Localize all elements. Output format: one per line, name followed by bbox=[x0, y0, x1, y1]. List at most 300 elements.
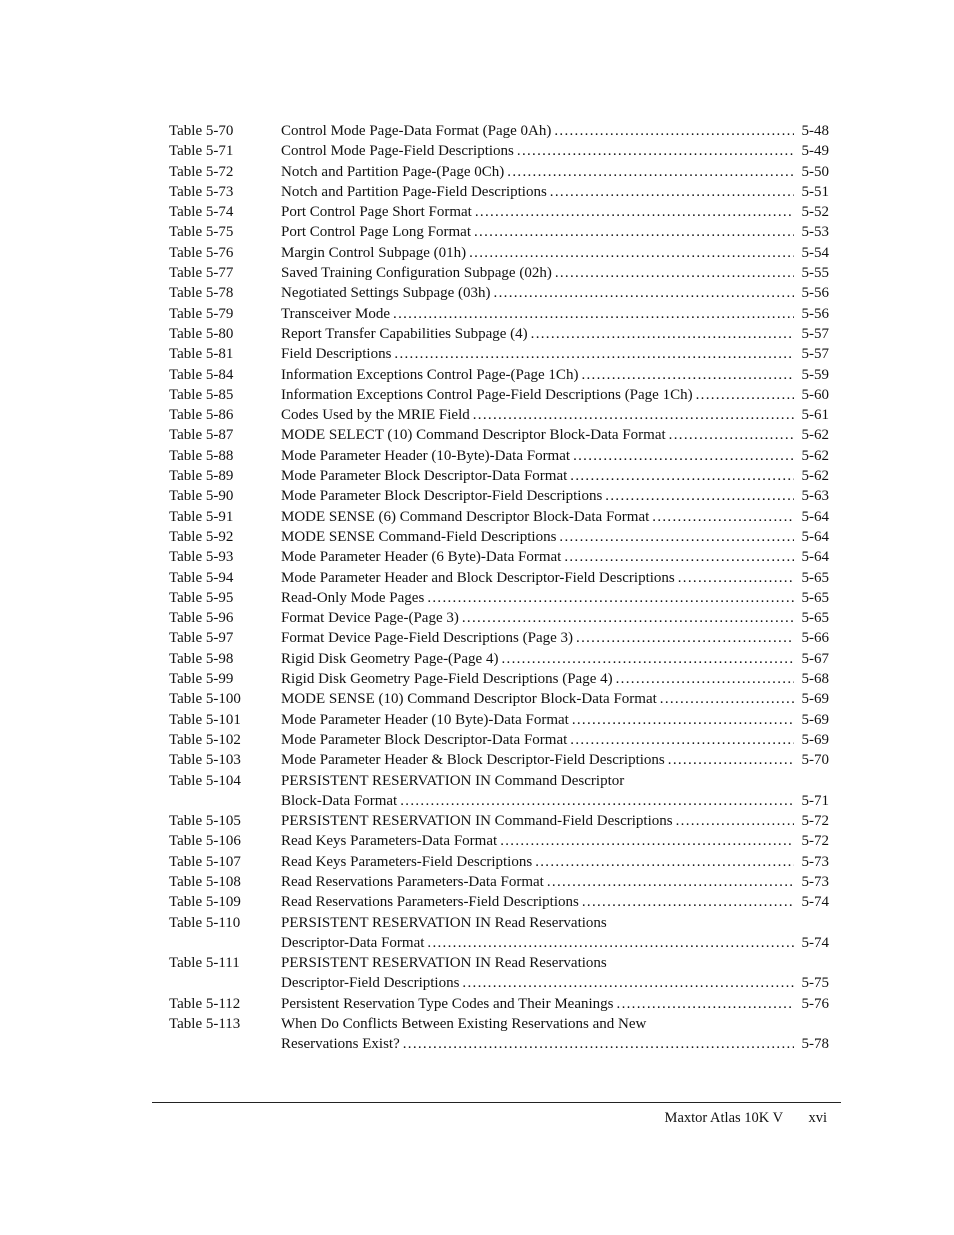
toc-entry-title-first-line: When Do Conflicts Between Existing Reservations and New bbox=[281, 1016, 647, 1033]
toc-entry-page-number: 5-63 bbox=[801, 488, 829, 505]
toc-entry[interactable] bbox=[169, 730, 829, 750]
toc-entry-page-number: 5-62 bbox=[801, 447, 829, 464]
dot-leader bbox=[474, 222, 794, 242]
toc-entry-body bbox=[281, 304, 829, 324]
toc-entry-title: Mode Parameter Block Descriptor-Field Descriptions bbox=[281, 488, 603, 505]
footer-page-number: xvi bbox=[808, 1110, 827, 1126]
toc-entry-page-number: 5-65 bbox=[801, 589, 829, 606]
toc-entry[interactable] bbox=[169, 994, 829, 1014]
toc-entry-page-number: 5-74 bbox=[801, 894, 829, 911]
toc-entry-page-number: 5-70 bbox=[801, 752, 829, 769]
toc-entry-page-number: 5-59 bbox=[801, 366, 829, 383]
toc-entry-body bbox=[281, 750, 829, 770]
toc-entry-page-number: 5-56 bbox=[801, 285, 829, 302]
toc-entry-label: Table 5-84 bbox=[169, 366, 234, 383]
toc-entry-body bbox=[281, 466, 829, 486]
toc-entry-title: Port Control Page Long Format bbox=[281, 224, 471, 241]
toc-entry-title: Negotiated Settings Subpage (03h) bbox=[281, 285, 491, 302]
dot-leader bbox=[547, 872, 794, 892]
toc-entry-page-number: 5-49 bbox=[801, 143, 829, 160]
dot-leader bbox=[462, 608, 794, 628]
toc-entry-leader-line bbox=[281, 385, 829, 405]
toc-entry[interactable] bbox=[169, 831, 829, 851]
toc-entry-label: Table 5-100 bbox=[169, 691, 241, 708]
toc-entry-label: Table 5-98 bbox=[169, 650, 234, 667]
dot-leader bbox=[554, 121, 794, 141]
dot-leader bbox=[581, 365, 794, 385]
toc-entry[interactable] bbox=[169, 486, 829, 506]
dot-leader bbox=[555, 263, 794, 283]
dot-leader bbox=[517, 141, 794, 161]
toc-entry-body bbox=[281, 141, 829, 161]
toc-entry-title: Control Mode Page-Field Descriptions bbox=[281, 143, 514, 160]
toc-entry-leader-line bbox=[281, 669, 829, 689]
toc-entry-label: Table 5-77 bbox=[169, 265, 234, 282]
toc-entry-body bbox=[281, 121, 829, 141]
toc-entry-body bbox=[281, 527, 829, 547]
toc-entry-page-number: 5-73 bbox=[801, 853, 829, 870]
dot-leader bbox=[570, 466, 794, 486]
toc-entry-label: Table 5-71 bbox=[169, 143, 234, 160]
toc-entry-leader-line bbox=[281, 263, 829, 283]
dot-leader bbox=[676, 811, 794, 831]
toc-entry-body bbox=[281, 710, 829, 730]
toc-entry-label: Table 5-87 bbox=[169, 427, 234, 444]
toc-entry-body bbox=[281, 872, 829, 892]
toc-entry[interactable] bbox=[169, 771, 829, 812]
toc-entry-leader-line bbox=[281, 222, 829, 242]
toc-entry[interactable] bbox=[169, 649, 829, 669]
toc-entry-page-number: 5-68 bbox=[801, 671, 829, 688]
dot-leader bbox=[531, 324, 794, 344]
toc-entry-leader-line bbox=[281, 507, 829, 527]
toc-entry-title: MODE SELECT (10) Command Descriptor Block-Data Format bbox=[281, 427, 666, 444]
toc-entry-title: Transceiver Mode bbox=[281, 305, 391, 322]
toc-entry-body bbox=[281, 547, 829, 567]
toc-entry-title-first-line: PERSISTENT RESERVATION IN Read Reservations bbox=[281, 955, 607, 972]
toc-entry-body bbox=[281, 852, 829, 872]
dot-leader bbox=[403, 1034, 794, 1054]
toc-entry-body bbox=[281, 588, 829, 608]
toc-entry[interactable] bbox=[169, 243, 829, 263]
toc-entry-body bbox=[281, 446, 829, 466]
toc-entry-label: Table 5-101 bbox=[169, 711, 241, 728]
toc-entry-leader-line bbox=[281, 141, 829, 161]
toc-entry-title: Rigid Disk Geometry Page-(Page 4) bbox=[281, 650, 499, 667]
toc-entry-label: Table 5-97 bbox=[169, 630, 234, 647]
toc-entry-title: Descriptor-Data Format bbox=[281, 934, 425, 951]
dot-leader bbox=[668, 750, 794, 770]
toc-entry-label: Table 5-95 bbox=[169, 589, 234, 606]
toc-entry-page-number: 5-57 bbox=[801, 325, 829, 342]
toc-entry-body bbox=[281, 811, 829, 831]
toc-entry-title: Notch and Partition Page-(Page 0Ch) bbox=[281, 163, 505, 180]
toc-entry-page-number: 5-53 bbox=[801, 224, 829, 241]
toc-entry[interactable] bbox=[169, 892, 829, 912]
toc-entry-page-number: 5-60 bbox=[801, 386, 829, 403]
toc-entry[interactable] bbox=[169, 568, 829, 588]
toc-entry-leader-line bbox=[281, 973, 829, 993]
toc-entry-page-number: 5-61 bbox=[801, 407, 829, 424]
toc-entry-body bbox=[281, 385, 829, 405]
toc-entry-title: Mode Parameter Header (10 Byte)-Data Format bbox=[281, 711, 569, 728]
dot-leader bbox=[605, 486, 794, 506]
footer-rule bbox=[152, 1102, 841, 1103]
toc-entry-page-number: 5-69 bbox=[801, 731, 829, 748]
toc-entry-page-number: 5-72 bbox=[801, 813, 829, 830]
toc-entry-body bbox=[281, 568, 829, 588]
toc-entry-leader-line bbox=[281, 649, 829, 669]
dot-leader bbox=[652, 507, 794, 527]
toc-entry-label: Table 5-110 bbox=[169, 914, 241, 931]
toc-entry[interactable] bbox=[169, 953, 829, 994]
toc-entry-page-number: 5-54 bbox=[801, 244, 829, 261]
toc-entry-leader-line bbox=[281, 608, 829, 628]
page-footer bbox=[665, 1110, 827, 1127]
toc-entry-label: Table 5-109 bbox=[169, 894, 241, 911]
toc-entry-leader-line bbox=[281, 730, 829, 750]
toc-entry-page-number: 5-62 bbox=[801, 427, 829, 444]
toc-entry-body bbox=[281, 669, 829, 689]
toc-entry-label: Table 5-96 bbox=[169, 610, 234, 627]
toc-entry[interactable] bbox=[169, 365, 829, 385]
toc-entry-title: MODE SENSE Command-Field Descriptions bbox=[281, 528, 557, 545]
toc-entry-label: Table 5-86 bbox=[169, 407, 234, 424]
dot-leader bbox=[400, 791, 794, 811]
toc-entry-label: Table 5-78 bbox=[169, 285, 234, 302]
toc-entry-leader-line bbox=[281, 243, 829, 263]
dot-leader bbox=[617, 994, 794, 1014]
toc-entry[interactable] bbox=[169, 710, 829, 730]
toc-entry-page-number: 5-55 bbox=[801, 265, 829, 282]
dot-leader bbox=[550, 182, 794, 202]
toc-entry-body bbox=[281, 1014, 829, 1055]
toc-entry-leader-line bbox=[281, 811, 829, 831]
dot-leader bbox=[616, 669, 794, 689]
toc-entry-body bbox=[281, 953, 829, 994]
toc-entry-leader-line bbox=[281, 182, 829, 202]
toc-entry-title: Reservations Exist? bbox=[281, 1036, 400, 1053]
toc-entry[interactable] bbox=[169, 608, 829, 628]
toc-entry-page-number: 5-66 bbox=[801, 630, 829, 647]
toc-entry-label: Table 5-90 bbox=[169, 488, 234, 505]
toc-entry-leader-line bbox=[281, 710, 829, 730]
toc-entry-title: Port Control Page Short Format bbox=[281, 204, 472, 221]
toc-entry[interactable] bbox=[169, 913, 829, 954]
toc-entry-body bbox=[281, 628, 829, 648]
toc-entry-title: Mode Parameter Header (10-Byte)-Data Format bbox=[281, 447, 571, 464]
toc-entry-title: Mode Parameter Header (6 Byte)-Data Format bbox=[281, 549, 562, 566]
toc-entry-leader-line bbox=[281, 892, 829, 912]
toc-entry-leader-line bbox=[281, 283, 829, 303]
dot-leader bbox=[427, 588, 794, 608]
toc-entry-title: Information Exceptions Control Page-(Page 1Ch) bbox=[281, 366, 579, 383]
toc-entry-leader-line bbox=[281, 162, 829, 182]
toc-entry[interactable] bbox=[169, 202, 829, 222]
toc-entry[interactable] bbox=[169, 811, 829, 831]
toc-entry-title: Read Keys Parameters-Field Descriptions bbox=[281, 853, 533, 870]
toc-entry-body bbox=[281, 263, 829, 283]
toc-entry-label: Table 5-104 bbox=[169, 772, 241, 789]
toc-entry[interactable] bbox=[169, 527, 829, 547]
toc-entry-page-number: 5-48 bbox=[801, 123, 829, 139]
toc-entry[interactable] bbox=[169, 182, 829, 202]
toc-entry-label: Table 5-85 bbox=[169, 386, 234, 403]
toc-entry-label: Table 5-88 bbox=[169, 447, 234, 464]
toc-entry[interactable] bbox=[169, 405, 829, 425]
toc-entry-title: Information Exceptions Control Page-Field Descriptions (Page 1Ch) bbox=[281, 386, 693, 403]
toc-entry-body bbox=[281, 507, 829, 527]
toc-entry-label: Table 5-73 bbox=[169, 183, 234, 200]
toc-entry-label: Table 5-107 bbox=[169, 853, 241, 870]
toc-entry-label: Table 5-102 bbox=[169, 731, 241, 748]
dot-leader bbox=[576, 628, 794, 648]
toc-entry-page-number: 5-67 bbox=[801, 650, 829, 667]
toc-entry-leader-line bbox=[281, 466, 829, 486]
toc-entry-leader-line bbox=[281, 446, 829, 466]
dot-leader bbox=[475, 202, 794, 222]
toc-entry-page-number: 5-50 bbox=[801, 163, 829, 180]
toc-entry[interactable] bbox=[169, 141, 829, 161]
toc-entry-leader-line bbox=[281, 994, 829, 1014]
toc-entry-page-number: 5-74 bbox=[801, 934, 829, 951]
toc-entry-body bbox=[281, 365, 829, 385]
toc-entry-leader-line bbox=[281, 689, 829, 709]
toc-entry-leader-line bbox=[281, 304, 829, 324]
toc-entry-page-number: 5-69 bbox=[801, 691, 829, 708]
toc-entry-label: Table 5-89 bbox=[169, 468, 234, 485]
toc-entry[interactable] bbox=[169, 689, 829, 709]
toc-entry-title: Format Device Page-(Page 3) bbox=[281, 610, 459, 627]
toc-entry-title: Notch and Partition Page-Field Descriptions bbox=[281, 183, 547, 200]
toc-entry-leader-line bbox=[281, 791, 829, 811]
toc-entry[interactable] bbox=[169, 324, 829, 344]
toc-entry-leader-line bbox=[281, 750, 829, 770]
toc-entry-title: Codes Used by the MRIE Field bbox=[281, 407, 470, 424]
dot-leader bbox=[507, 162, 794, 182]
toc-entry-leader-line bbox=[281, 486, 829, 506]
toc-entry-label: Table 5-72 bbox=[169, 163, 234, 180]
footer-document-title: Maxtor Atlas 10K V bbox=[664, 1110, 783, 1126]
dot-leader bbox=[535, 852, 794, 872]
toc-entry-title: PERSISTENT RESERVATION IN Command-Field Descriptions bbox=[281, 813, 673, 830]
toc-entry-leader-line bbox=[281, 628, 829, 648]
toc-entry-page-number: 5-51 bbox=[801, 183, 829, 200]
toc-entry-title: Block-Data Format bbox=[281, 792, 398, 809]
toc-entry-page-number: 5-64 bbox=[801, 528, 829, 545]
toc-entry-body bbox=[281, 771, 829, 812]
dot-leader bbox=[500, 831, 794, 851]
toc-entry-label: Table 5-106 bbox=[169, 833, 241, 850]
toc-entry[interactable] bbox=[169, 852, 829, 872]
toc-entry-title: Mode Parameter Block Descriptor-Data Format bbox=[281, 468, 568, 485]
toc-entry-body bbox=[281, 649, 829, 669]
toc-entry[interactable] bbox=[169, 385, 829, 405]
toc-entry-title: Rigid Disk Geometry Page-Field Descriptions (Page 4) bbox=[281, 671, 613, 688]
toc-entry[interactable] bbox=[169, 588, 829, 608]
toc-entry-page-number: 5-64 bbox=[801, 549, 829, 566]
toc-entry[interactable] bbox=[169, 466, 829, 486]
toc-entry-leader-line bbox=[281, 1034, 829, 1054]
toc-entry[interactable] bbox=[169, 222, 829, 242]
dot-leader bbox=[393, 304, 794, 324]
dot-leader bbox=[572, 710, 794, 730]
toc-entry-title: Read-Only Mode Pages bbox=[281, 589, 425, 606]
toc-entry-leader-line bbox=[281, 202, 829, 222]
toc-entry-body bbox=[281, 608, 829, 628]
toc-entry-body bbox=[281, 831, 829, 851]
toc-entry-label: Table 5-70 bbox=[169, 123, 234, 139]
toc-entry-label: Table 5-105 bbox=[169, 813, 241, 830]
toc-entry-label: Table 5-76 bbox=[169, 244, 234, 261]
toc-entry[interactable] bbox=[169, 628, 829, 648]
toc-entry-label: Table 5-79 bbox=[169, 305, 234, 322]
toc-entry-body bbox=[281, 243, 829, 263]
dot-leader bbox=[494, 283, 794, 303]
toc-entry-title: Mode Parameter Header & Block Descriptor-Field Descriptions bbox=[281, 752, 665, 769]
toc-entry-body bbox=[281, 913, 829, 954]
toc-entry[interactable] bbox=[169, 507, 829, 527]
toc-entry-body bbox=[281, 202, 829, 222]
toc-entry[interactable] bbox=[169, 425, 829, 445]
toc-entry[interactable] bbox=[169, 547, 829, 567]
toc-entry-page-number: 5-72 bbox=[801, 833, 829, 850]
toc-entry-leader-line bbox=[281, 527, 829, 547]
toc-entry-leader-line bbox=[281, 324, 829, 344]
toc-entry-page-number: 5-52 bbox=[801, 204, 829, 221]
dot-leader bbox=[573, 446, 794, 466]
dot-leader bbox=[696, 385, 794, 405]
toc-entry-body bbox=[281, 162, 829, 182]
toc-entry-body bbox=[281, 182, 829, 202]
toc-entry-body bbox=[281, 486, 829, 506]
toc-entry-label: Table 5-112 bbox=[169, 995, 241, 1012]
toc-entry-title: Saved Training Configuration Subpage (02h) bbox=[281, 265, 552, 282]
toc-entry-page-number: 5-62 bbox=[801, 468, 829, 485]
toc-entry-label: Table 5-113 bbox=[169, 1016, 241, 1033]
toc-entry-title: MODE SENSE (10) Command Descriptor Block-Data Format bbox=[281, 691, 657, 708]
toc-entry-page-number: 5-65 bbox=[801, 569, 829, 586]
toc-entry-title: Mode Parameter Header and Block Descriptor-Field Descriptions bbox=[281, 569, 675, 586]
toc-entry[interactable] bbox=[169, 304, 829, 324]
toc-entry-title: Report Transfer Capabilities Subpage (4) bbox=[281, 325, 528, 342]
toc-entry-title: Read Keys Parameters-Data Format bbox=[281, 833, 498, 850]
toc-entry-title: Read Reservations Parameters-Data Format bbox=[281, 873, 544, 890]
toc-entry-page-number: 5-75 bbox=[801, 975, 829, 992]
toc-entry-page-number: 5-56 bbox=[801, 305, 829, 322]
toc-entry-leader-line bbox=[281, 344, 829, 364]
toc-entry-label: Table 5-94 bbox=[169, 569, 234, 586]
toc-entry[interactable] bbox=[169, 263, 829, 283]
dot-leader bbox=[570, 730, 794, 750]
dot-leader bbox=[564, 547, 794, 567]
toc-entry-leader-line bbox=[281, 121, 829, 141]
dot-leader bbox=[678, 568, 794, 588]
toc-entry-label: Table 5-92 bbox=[169, 528, 234, 545]
toc-entry[interactable] bbox=[169, 162, 829, 182]
dot-leader bbox=[473, 405, 794, 425]
toc-entry-body bbox=[281, 405, 829, 425]
toc-entry-leader-line bbox=[281, 831, 829, 851]
dot-leader bbox=[660, 689, 794, 709]
toc-entry-title: Margin Control Subpage (01h) bbox=[281, 244, 467, 261]
toc-entry-leader-line bbox=[281, 588, 829, 608]
table-of-contents-list bbox=[169, 121, 829, 1055]
dot-leader bbox=[559, 527, 794, 547]
toc-entry[interactable] bbox=[169, 750, 829, 770]
toc-entry-leader-line bbox=[281, 425, 829, 445]
toc-entry-page-number: 5-69 bbox=[801, 711, 829, 728]
toc-entry-label: Table 5-80 bbox=[169, 325, 234, 342]
toc-entry-leader-line bbox=[281, 365, 829, 385]
toc-entry[interactable] bbox=[169, 121, 829, 141]
toc-entry-body bbox=[281, 730, 829, 750]
toc-entry-title: Descriptor-Field Descriptions bbox=[281, 975, 460, 992]
toc-entry-leader-line bbox=[281, 852, 829, 872]
toc-entry-title: MODE SENSE (6) Command Descriptor Block-Data Format bbox=[281, 508, 650, 525]
toc-entry-leader-line bbox=[281, 933, 829, 953]
toc-entry-label: Table 5-111 bbox=[169, 955, 240, 972]
toc-entry[interactable] bbox=[169, 1014, 829, 1055]
toc-entry-page-number: 5-65 bbox=[801, 610, 829, 627]
toc-entry-body bbox=[281, 689, 829, 709]
toc-entry-title: Format Device Page-Field Descriptions (Page 3) bbox=[281, 630, 574, 647]
toc-entry-body bbox=[281, 324, 829, 344]
toc-entry[interactable] bbox=[169, 446, 829, 466]
toc-entry-body bbox=[281, 425, 829, 445]
toc-entry-title: Control Mode Page-Data Format (Page 0Ah) bbox=[281, 123, 552, 139]
toc-entry-title: Mode Parameter Block Descriptor-Data Format bbox=[281, 731, 568, 748]
toc-entry-label: Table 5-99 bbox=[169, 671, 234, 688]
toc-entry-page-number: 5-71 bbox=[801, 792, 829, 809]
toc-entry-page-number: 5-76 bbox=[801, 995, 829, 1012]
toc-entry-label: Table 5-91 bbox=[169, 508, 234, 525]
toc-entry-title: Field Descriptions bbox=[281, 346, 392, 363]
toc-entry-label: Table 5-81 bbox=[169, 346, 234, 363]
dot-leader bbox=[462, 973, 794, 993]
toc-entry-label: Table 5-93 bbox=[169, 549, 234, 566]
toc-entry[interactable] bbox=[169, 283, 829, 303]
dot-leader bbox=[669, 425, 794, 445]
toc-entry-leader-line bbox=[281, 547, 829, 567]
toc-entry-title: Read Reservations Parameters-Field Descriptions bbox=[281, 894, 579, 911]
toc-entry-title-first-line: PERSISTENT RESERVATION IN Command Descriptor bbox=[281, 772, 625, 789]
toc-entry[interactable] bbox=[169, 669, 829, 689]
toc-entry-label: Table 5-108 bbox=[169, 873, 241, 890]
toc-entry[interactable] bbox=[169, 344, 829, 364]
toc-entry[interactable] bbox=[169, 872, 829, 892]
toc-entry-body bbox=[281, 222, 829, 242]
toc-entry-body bbox=[281, 994, 829, 1014]
toc-entry-body bbox=[281, 283, 829, 303]
toc-entry-page-number: 5-64 bbox=[801, 508, 829, 525]
toc-entry-label: Table 5-75 bbox=[169, 224, 234, 241]
toc-entry-body bbox=[281, 344, 829, 364]
dot-leader bbox=[501, 649, 794, 669]
toc-entry-label: Table 5-74 bbox=[169, 204, 234, 221]
toc-entry-leader-line bbox=[281, 568, 829, 588]
toc-entry-leader-line bbox=[281, 872, 829, 892]
dot-leader bbox=[469, 243, 794, 263]
toc-entry-title-first-line: PERSISTENT RESERVATION IN Read Reservations bbox=[281, 914, 607, 931]
dot-leader bbox=[427, 933, 794, 953]
dot-leader bbox=[582, 892, 794, 912]
dot-leader bbox=[394, 344, 794, 364]
toc-entry-page-number: 5-57 bbox=[801, 346, 829, 363]
toc-entry-title: Persistent Reservation Type Codes and Their Meanings bbox=[281, 995, 614, 1012]
toc-entry-page-number: 5-78 bbox=[801, 1036, 829, 1053]
toc-entry-page-number: 5-73 bbox=[801, 873, 829, 890]
